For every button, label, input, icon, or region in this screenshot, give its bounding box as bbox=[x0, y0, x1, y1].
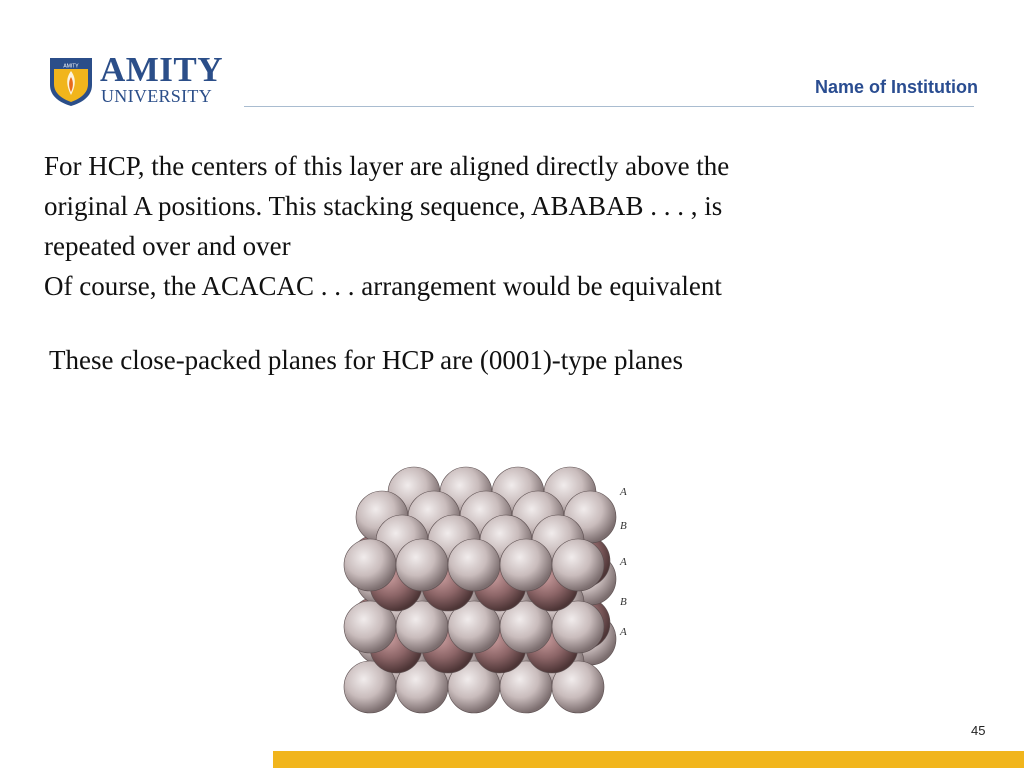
footer-bar bbox=[273, 751, 1024, 768]
institution-name: Name of Institution bbox=[815, 77, 978, 97]
logo-subtitle: UNIVERSITY bbox=[101, 86, 212, 106]
layer-label: A bbox=[620, 626, 627, 638]
amity-logo bbox=[47, 52, 227, 110]
body-text bbox=[44, 146, 944, 306]
paragraph2: Of course, the ACACAC . . . arrangement would be equivalent bbox=[44, 271, 722, 301]
layer-a-top-atom bbox=[344, 539, 396, 591]
paragraph1-line1: For HCP, the centers of this layer are aligned directly above the bbox=[44, 151, 730, 181]
paragraph1-line3: repeated over and over bbox=[44, 231, 291, 261]
layer-label: A bbox=[620, 556, 627, 568]
layer-a-top-atom bbox=[396, 539, 448, 591]
paragraph1-line2: original A positions. This stacking sequence, ABABAB . . . , is bbox=[44, 191, 723, 221]
layer-label: A bbox=[620, 486, 627, 498]
layer-a-top-atom bbox=[552, 539, 604, 591]
hcp-stacking-figure bbox=[330, 415, 650, 720]
layer-label: B bbox=[620, 596, 627, 608]
paragraph3: These close-packed planes for HCP are (0001)-type planes bbox=[49, 345, 684, 375]
layer-label: B bbox=[620, 520, 627, 532]
amity-shield-icon bbox=[47, 55, 95, 107]
header-divider bbox=[244, 106, 974, 107]
logo-title: AMITY bbox=[100, 50, 224, 89]
page-number: 45 bbox=[971, 723, 986, 738]
shield-text: AMITY bbox=[63, 63, 79, 70]
layer-a-top-atom bbox=[448, 539, 500, 591]
layer-a-top-atom bbox=[500, 539, 552, 591]
